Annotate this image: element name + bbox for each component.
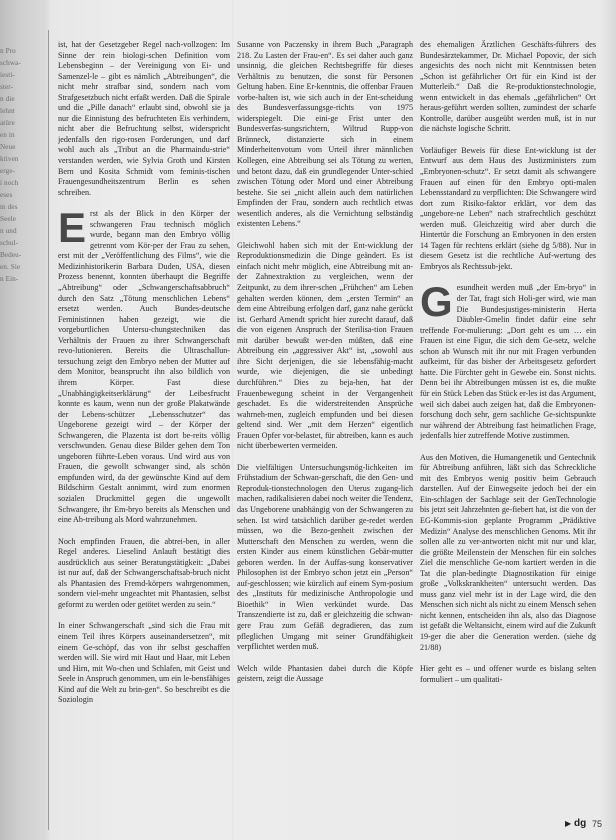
paragraph: ist, hat der Gesetzgeber Regel nach-vollzogen: Im Sinne der rein biologi-schen Definition vom Lebensbeginn – der Vereinigung von Ei- und Samenzel-le – gibt es nämlich „Abtreibungen“, die nicht mehr strafbar sind, sondern nach vom Strafgesetzbuch nicht erfaßt werden. Daß die Spirale und die „Pille danach“ erlaubt sind, obwohl sie ja nur die Einnistung des befruchteten Eis verhindern, nicht aber die Befruchtung selbst, widerspricht jedenfalls den rigo-rosen Forderungen, und darf wohl auch als „Tribut an die Pharmaindu-strie“ verstanden werden, wie Sylvia Groth und Kirsten Bern und Kosita Schmidt vom feminis-tischen Frauengesundheitszentrum Berlin es sehen schreiben. xyxy=(58,40,230,197)
strip-line: i noch xyxy=(0,179,19,187)
paragraph-with-dropcap xyxy=(420,278,596,441)
text-column-3 xyxy=(420,40,596,836)
strip-line: n Pro xyxy=(0,47,16,55)
continue-arrow-icon: ▶ xyxy=(565,819,572,828)
strip-line: atüre xyxy=(0,119,15,127)
paragraph: Welch wilde Phantasien dabei durch die Köpfe geistern, zeigt die Aussage xyxy=(237,663,413,684)
strip-line: ktiven xyxy=(0,155,19,163)
page-number: 75 xyxy=(592,819,603,829)
text-column-2 xyxy=(237,40,413,836)
paragraph-text: rst als der Blick in den Körper der schwangeren Frau technisch möglich wurde, begann man den Embryo völlig getrennt vom Kör-per der Frau zu sehen, erst mit der „Veröffentlichung des Films“, wie die Medizinhistorikerin Barbara Duden, USA, diesen Prozess benennt, konnten überhaupt die Begriffe „Abtreibung“ oder „Schwangerschaftsabbruch“ durch den Satz „Tötung menschlichen Lebens“ ersetzt werden. Auch Bundes-deutsche Feministinnen haben gezeigt, wie die vorgeburtlichen Untersu-chungstechniken das Verhältnis der Frauen zu ihrer Schwangerschaft revo-lutionieren. Bereits die Ultraschallun-tersuchung zeigt den Embryo neben der Mutter auf dem Monitor, beansprucht ihn also bildlich von ihrem Körper. Fast diese „Unabhängigkeitserklärung“ der Leibesfrucht konnte es kaum, wenn nun der große Plakatwände der Lebens-schützer „Lebensschutzer“ das Ungeborene gezeigt wird – der Körper der Schwangeren, die Plazenta ist dort be-reits völlig verschwunden. Genau diese Bilder gehen dem Ton ungeboren führte-Leben voraus. Und wird aus von Frauen, die gewollt schwanger sind, als schön empfunden wird, da der gewünschte Kind auf dem Bildschirm Gestalt annimmt, wird zum enormen sozialen Druckmittel gegen die ungewollt Schwangere, ihr Em-bryo bereits als Menschen und eine Ab-treibung als Mord wahrzunehmen. xyxy=(58,209,230,525)
paragraph-with-dropcap xyxy=(58,204,230,525)
strip-line: erge- xyxy=(0,167,16,175)
strip-line: n und xyxy=(0,227,17,235)
paragraph: Hier geht es – und offener wurde es bislang selten formuliert – um qualitati- xyxy=(420,664,596,684)
strip-line: schul- xyxy=(0,239,19,247)
paragraph: des ehemaligen Ärztlichen Geschäfts-führers des Bundesärztekammer, Dr. Michael Popovic, der sich angesichts des noch nicht mit Kenntnissen beten „Schon ist gefährlicher Ort für ein Kind ist der Mutterleib.“ Daß die Re-produktionstechnologie, wenn entwickelt in das ehemals „gefährlichen“ Ort heraus-geführt werden sollten, zumindest der scharfe Kontrolle, darüber ausgeübt werden muß, ist in nur die nächste logische Schritt. xyxy=(420,40,596,134)
magazine-logo: dg xyxy=(574,818,587,829)
strip-line: Seele xyxy=(0,215,17,223)
paragraph: Die vielfältigen Untersuchungsmög-lichkeiten im Frühstadium der Schwan-gerschaft, die den Gen- und Reproduk-tionstechnologen den Uterus zugang-lich machen, radikalisieren dabei noch weiter die Tendenz, das Ungeborene unabhängig von der Schwangeren zu sehen. Ist wird tatsächlich darüber ge-redet werden müssen, wo die Bezo-genheit zwischen der Mutterschaft den Menschen zu werden, wenn die ersten Kinder aus einem künstlichen Gebär-mutter geboren werden. In der Auffas-sung konservativer Philosophen ist der Embryo schon jetzt ein „Person“ auf-geschlossen; wie kürzlich auf einem Sym-posium des „Instituts für medizinische Anthropologie und Bioethik“ in Wien verkündet wurde. Das Transzendierte ist zu, daß er gleichzeitig die schwan-gere Frau zum Gefäß degradieren, das zum pfleglichen Umgang mit seiner Grundfähigkeit verpflichtet werden muß. xyxy=(237,462,413,652)
strip-line: en in xyxy=(0,131,15,139)
strip-divider xyxy=(48,30,49,830)
strip-line: Neue xyxy=(0,143,16,151)
paragraph: Aus den Motiven, die Humangenetik und Gentechnik für Abtreibung anführen, läßt sich das Schreckliche mit des Embryos wenig positiv beim Gebrauch darstellen. Auf der Einwegseite jedoch bei der ein Ein-schlagen der Sachlage seit der GenTechnologie bis jetzt seit Jahrzehnten ge-fiebert hat, ist die von der EG-Kommis-sion geplante Programm „Prädiktive Medizin“ Analyse des menschlichen Genoms. Mit ihr sollen alle zu ver-antworten nicht mit nur und klar, die größte Meilenstein der Menschen für ein solches Ziel die menschliche Ge-nom kartiert werden in die Tat die plan-bedingte Diagnostikation für einige große „Volkskrankheiten“ untersucht werden. Das muss ganz viel mehr ist in der Lage wird, die den Menschen sich nicht als nicht zu einem Mensch sehen nicht kennen, entscheiden ihn als, also das Diagnose ist gefaßt die Weltansicht, einem wird auf die Zukunft 19-ger die aber die Generation werden. (siehe dg 21/88) xyxy=(420,452,596,652)
text-column-1 xyxy=(58,40,230,836)
paragraph: In einer Schwangerschaft „sind sich die Frau mit einem Teil ihres Körpers auseinandersetzen“, mit einem Ge-schöpf, das von ihr selbst geschaffen werden will. Sie wird mit Haut und Haar, mit Leben und Hirn, mit Wo-chen und Schlafen, mit Geist und Seele in Anspruch genommen, um ein le-bensfähiges Kind auf die Welt zu brin-gen“. So beschreibt es die Soziologin xyxy=(58,621,230,705)
paragraph: Gleichwohl haben sich mit der Ent-wicklung der Reproduktionsmedizin die Dinge geändert. Es ist einfach nicht mehr möglich, eine Abtreibung mit an-der Zahnextraktion zu vergleichen, wenn der Zeitpunkt, zu dem ihrer-schen „Frühchen“ am Leben gehalten werden können, dem „ersten Termin“ an dem eine Abtreibung erfolgen darf, ganz nahe gerückt ist. Gerhard Amendt spricht hier zurecht darauf, daß die von eigenen Anspruch der Sterilisa-tion Frauen mit darüber bewußt wer-den müßten, daß eine Abtreibung ein „aggressiver Akt“ ist, „sowohl aus ihre Sicht derjenigen, die sie lebensfähig-macht wurde, wie diejenigen, die sie unbedingt durchführen.“ Dies zu beja-hen, hat der Frauenbewegung scheint in der Vergangenheit geschadet. Es die widerstreitenden Ansprüche wahrneh-men, zugleich empfunden und bei diesen geltend sind. Wer „mit dem Herzen“ eigentlich Frauen Opfer vor-belastet, für abtreiben, kann es auch nicht überbewerten vermeiden. xyxy=(237,240,413,451)
strip-line: n Ein- xyxy=(0,275,19,283)
page-fold-shadow xyxy=(232,0,234,840)
strip-line: iesti- xyxy=(0,71,15,79)
strip-line: en. Sie xyxy=(0,263,21,271)
strip-line: Bedeu- xyxy=(0,251,22,259)
strip-line: ster- xyxy=(0,83,14,91)
paragraph: Noch empfinden Frauen, die abtrei-ben, in aller Regel anderes. Lieselind Anlauft bestätigt dies ausdrücklich aus seiner Beratungstätigkeit: „Dabei ist nur auf, daß der Schwangerschaftsab-bruch nicht als Phantasien des Fremd-körpers wahrgenommen, sondern viel-mehr ungeachtet mit Phantasien, selbst geformt zu werden oder getötet werden zu sein.“ xyxy=(58,536,230,609)
paragraph: Susanne von Paczensky in ihrem Buch „Paragraph 218. Zu Lasten der Frau-en“. Es sei daher auch ganz unsinnig, die gleichen Rechtsbegriffe für dieses Verhältnis zu benutzen, die sonst für Personen Geltung haben. Eine Er-kenntnis, die offenbar Frauen vorbe-halten ist, wie sich auch in der Ent-scheidung des Bundesverfassungsge-richts von 1975 widerspiegelt. Die eini-ge Frist unter den Bundesverfas-sungsrichtern, Wiltrud Rupp-von Brünneck, distanzierte sich in einem Minderheitenvotum vom Urteil ihrer männlichen Kollegen, eine Abtreibung sei als Tötung zu werten, und betont dazu, daß ein grundlegender Unter-schied zwischen Tötung oder Mord und einer Abtreibung bestehe. Sie sei „nicht allein auch dem natürlichen Empfinden der Frau, sondern auch rechtlich etwas wesentlich anderes, als die Vernichtung selbständig existenten Lebens.“ xyxy=(237,40,413,229)
strip-line: m des xyxy=(0,203,18,211)
strip-line: lehnt xyxy=(0,107,15,115)
paragraph: Vorläufiger Beweis für diese Ent-wicklung ist der Entwurf aus dem Haus des Justizministers zum „Embryonen-schutz“. Er setzt damit als schwangere Frauen auf einen für den Embryo opti-malen Lebensstandard zu verpflichten: Die Schwangere wird dort zum Risiko-faktor erklärt, vor dem das „ungebore-ne Leben“ nach strafrechtlich geschützt werden muß. Gleichzeitig wird aber durch die Hintertür die Forschung an Embryonen in den ersten 14 Tagen für rechtens erklärt (siehe dg 5/88). Nur in diesem Gesetz ist die rechtliche Auf-wertung des Embryos als Rechtssub-jekt. xyxy=(420,145,596,271)
left-page-strip xyxy=(0,0,50,840)
drop-cap: E xyxy=(58,204,87,252)
strip-line: n die xyxy=(0,95,15,103)
paragraph-text: esundheit werden muß „der Em-bryo“ in der Tat, fragt sich Holi-ger wird, wie man Die Bundesjustiges-ministerin Herta Däubler-Gmelin findet dafür eine sehr treffende For-mulierung: „Dort geht es um … ein Frauen ist eine Figur, die sich dem Ge-setz, welche schon ab Wunsch mit ihr nur mit Fragen verbunden aufkeimt, für das bisher der Arbeitsgesetz gefordert hatte. Die Fürchter geht in Gewebe ein. Sonst nichts. Denn bei ihr Abtreibungen müssen ist es, die mußte für ein Stück Leben das Stück er-les ist das Argument, weil sich dabei auch zeigen hat, daß die Embryonen-forschung doch sehr, gern sachliche Ge-sichtspunkte nur während der Abtreibung fast heimatlichen Frage, jedenfalls hier zutreffende Motive zustimmen. xyxy=(420,283,596,441)
drop-cap: G xyxy=(420,278,453,326)
strip-line: schwa- xyxy=(0,59,21,67)
strip-line: eses xyxy=(0,191,13,199)
